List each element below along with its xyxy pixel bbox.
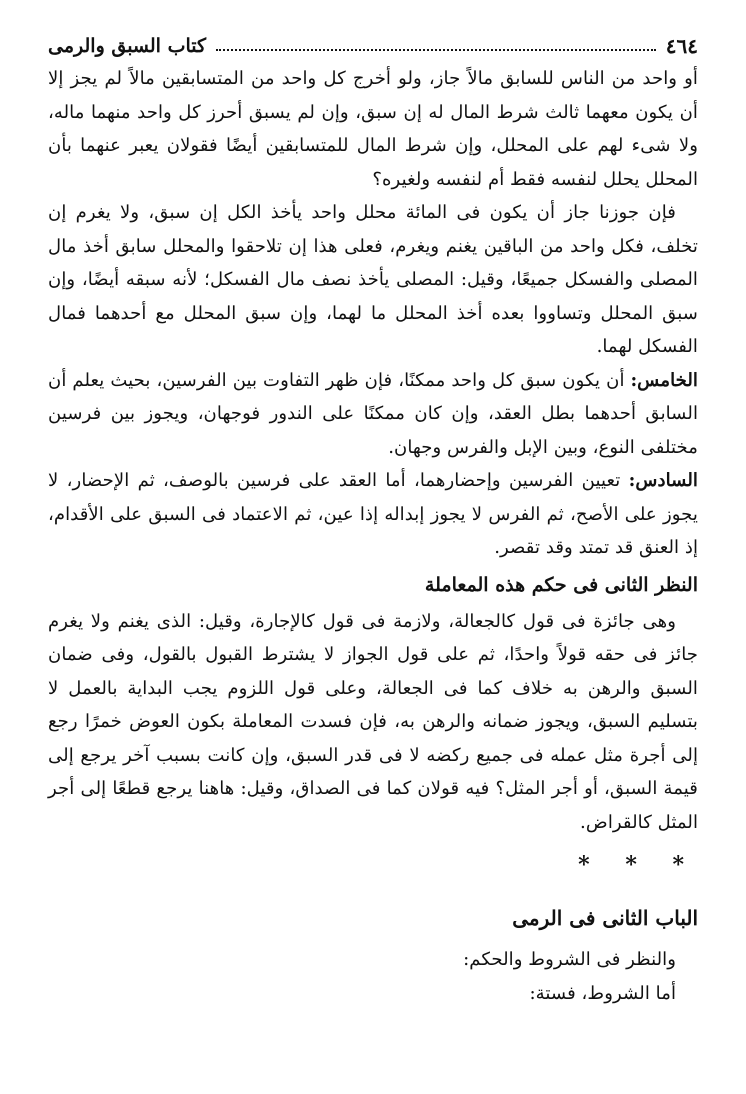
fifth-condition-label: الخامس:	[630, 369, 698, 391]
page-number: ٤٦٤	[665, 34, 698, 58]
sixth-condition-label: السادس:	[628, 470, 698, 491]
paragraph-continuation: أو واحد من الناس للسابق مالاً جاز، ولو أخرج كل واحد من المتسابقين مالاً لم يجز إلا أن يكون معهما ثالث شرط المال له إن سبق، وإن لم يسبق أحرز كل واحد منهما ماله، ولا شىء لهم على المحلل، وإن شرط المال للمتسابقين أيضًا فقولان يعبر عنهما بأن المحلل يحلل لنفسه فقط أم لنفسه ولغيره؟	[48, 68, 698, 190]
section-heading: النظر الثانى فى حكم هذه المعاملة	[424, 573, 698, 596]
fifth-condition-text: أن يكون سبق كل واحد ممكنًا، فإن ظهر التفاوت بين الفرسين، بحيث يعلم أن السابق أحدهما بطل العقد، وإن كان ممكنًا على الندور فوجهان، ويجوز بين فرسين مختلفى النوع، وبين الإبل والفرس وجهان.	[48, 369, 698, 458]
paragraph-fifth-condition	[48, 364, 698, 465]
paragraph-ruling: وهى جائزة فى قول كالجعالة، ولازمة فى قول كالإجارة، وقيل: الذى يغنم ولا يغرم جائز فى حقه قولاً واحدًا، ثم على قول الجواز لا يشترط القبول بالقول، وفى ضمان السبق والرهن به خلاف كما فى الجعالة، وعلى قول اللزوم يجب البداية بالعمل لا بتسليم السبق، ويجوز ضمانه والرهن به، فإن فسدت المعاملة بكون العوض خمرًا رجع إلى أجرة مثل عمله فى جميع ركضه لا فى قدر السبق، وإن كانت بسبب آخر يرجع إلى قيمة السبق، أو أجر المثل؟ فيه قولان كما فى الصداق، وقيل: هاهنا يرجع قطعًا إلى أجر المثل كالقراض.	[48, 610, 698, 833]
chapter-intro-line: والنظر فى الشروط والحكم:	[463, 949, 676, 970]
book-title: كتاب السبق والرمى	[48, 35, 207, 57]
chapter-heading: الباب الثانى فى الرمى	[512, 906, 698, 930]
running-header	[48, 30, 698, 62]
chapter-intro	[48, 943, 698, 1010]
chapter-conditions-line: أما الشروط، فستة:	[529, 982, 676, 1004]
sixth-condition-text: تعيين الفرسين وإحضارهما، أما العقد على فرسين بالوصف، ثم الإحضار، لا يجوز على الأصح، ثم الفرس لا يجوز إبداله إذا عين، ثم الاعتماد فى السبق على الأقدام، إذ العنق قد تمتد وقد تقصر.	[48, 470, 698, 558]
section-separator: * * *	[578, 852, 698, 878]
book-page	[48, 30, 698, 1080]
paragraph-sixth-condition	[48, 464, 698, 565]
header-dotted-leader	[216, 41, 656, 51]
paragraph-muhallil: فإن جوزنا جاز أن يكون فى المائة محلل واحد يأخذ الكل إن سبق، ولا يغرم إن تخلف، فكل واحد من الباقين يغنم ويغرم، فعلى هذا إن تلاحقوا والمحلل سابق أخذ مال المصلى والفسكل جميعًا، وقيل: المصلى يأخذ نصف مال الفسكل؛ لأنه سبقه أيضًا، وإن سبق المحلل وتساووا بعده أخذ المحلل ما لهما، وإن سبق المحلل مع أحدهما فمال الفسكل لهما.	[48, 202, 698, 357]
main-text	[48, 62, 698, 1010]
